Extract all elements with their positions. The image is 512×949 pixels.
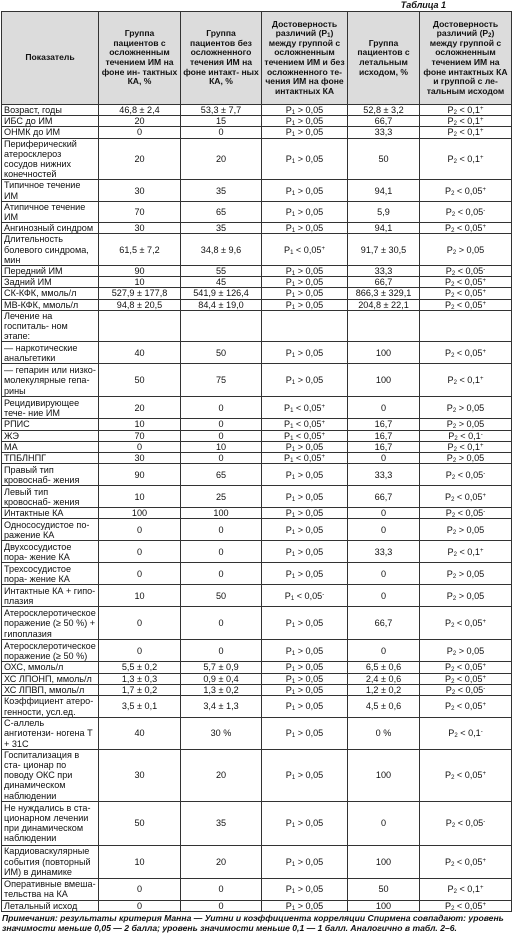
- cell-lethal: 0: [348, 453, 420, 464]
- row-label: ОНМК до ИМ: [2, 127, 99, 138]
- row-label: Ангинозный синдром: [2, 223, 99, 234]
- cell-p1: $P_1 < 0,05^+$: [262, 430, 348, 441]
- cell-p2: $P_2 < 0,05^-$: [420, 464, 512, 486]
- cell-lethal: 66,7: [348, 607, 420, 640]
- cell-complicated: 3,5 ± 0,1: [99, 696, 181, 718]
- table-row: [2, 299, 512, 310]
- cell-uncomplicated: 25: [181, 486, 262, 508]
- cell-lethal: 0: [348, 585, 420, 607]
- cell-lethal: 16,7: [348, 430, 420, 441]
- cell-uncomplicated: 20: [181, 138, 262, 180]
- cell-complicated: 10: [99, 277, 181, 288]
- cell-p1: $P_1 > 0,05$: [262, 718, 348, 750]
- cell-p1: $P_1 > 0,05$: [262, 116, 348, 127]
- cell-lethal: 50: [348, 138, 420, 180]
- cell-p1: $P_1 > 0,05$: [262, 105, 348, 116]
- cell-p2: $P_2 < 0,05^+$: [420, 607, 512, 640]
- row-label: Задний ИМ: [2, 277, 99, 288]
- row-label: ЖЭ: [2, 430, 99, 441]
- cell-p2: $P_2 < 0,1^+$: [420, 878, 512, 900]
- cell-p1: $P_1 > 0,05$: [262, 563, 348, 585]
- row-label: СК-КФК, ммоль/л: [2, 288, 99, 299]
- cell-lethal: 2,4 ± 0,6: [348, 673, 420, 684]
- cell-p2: $P_2 < 0,05^-$: [420, 201, 512, 222]
- cell-uncomplicated: 0: [181, 453, 262, 464]
- cell-p1: $P_1 < 0,05^+$: [262, 419, 348, 430]
- cell-p2: $P_2 < 0,05^+$: [420, 696, 512, 718]
- row-label: Периферический атеросклероз сосудов нижних конечностей: [2, 138, 99, 180]
- cell-lethal: [348, 310, 420, 342]
- table-row: [2, 138, 512, 180]
- cell-complicated: 30: [99, 223, 181, 234]
- cell-p1: $P_1 > 0,05$: [262, 180, 348, 201]
- cell-p2: $P_2 < 0,05^-$: [420, 508, 512, 519]
- cell-lethal: 100: [348, 845, 420, 878]
- cell-complicated: 0: [99, 441, 181, 452]
- cell-p1: $P_1 > 0,05$: [262, 662, 348, 673]
- table-row: [2, 486, 512, 508]
- cell-uncomplicated: 0: [181, 541, 262, 563]
- cell-p1: $P_1 > 0,05$: [262, 684, 348, 695]
- cell-uncomplicated: 0: [181, 430, 262, 441]
- cell-uncomplicated: 45: [181, 277, 262, 288]
- cell-uncomplicated: 65: [181, 201, 262, 222]
- row-label: Госпитализация в ста- ционар по поводу ОКС при динамическом наблюдении: [2, 749, 99, 801]
- cell-p2: $P_2 < 0,05^+$: [420, 342, 512, 364]
- cell-complicated: 70: [99, 430, 181, 441]
- cell-p2: $P_2 < 0,05^+$: [420, 288, 512, 299]
- cell-lethal: 100: [348, 342, 420, 364]
- table-footnote: Примечания: результаты критерия Манна — Уитни и коэффициента корреляции Спирмена совпадают: уровень значимости меньше 0,05 — 2 балла; уровень значимости меньше 0,1 — 1 балл. Аналогично в табл. 2–6.: [2, 913, 504, 934]
- row-label: Двухсосудистое пора- жение КА: [2, 541, 99, 563]
- table-row: [2, 585, 512, 607]
- row-label: РПИС: [2, 419, 99, 430]
- table-row: [2, 749, 512, 801]
- table-row: [2, 718, 512, 750]
- cell-p2: $P_2 < 0,05^+$: [420, 486, 512, 508]
- cell-p1: $P_1 > 0,05$: [262, 519, 348, 541]
- cell-complicated: 30: [99, 180, 181, 201]
- table-row: [2, 234, 512, 266]
- cell-lethal: 0: [348, 563, 420, 585]
- cell-lethal: 66,7: [348, 486, 420, 508]
- table-row: [2, 900, 512, 911]
- cell-p2: $P_2 < 0,1^+$: [420, 116, 512, 127]
- table-row: [2, 464, 512, 486]
- row-label: Типичное течение ИМ: [2, 180, 99, 201]
- cell-complicated: [99, 310, 181, 342]
- cell-lethal: 94,1: [348, 223, 420, 234]
- row-label: Оперативные вмеша- тельства на КА: [2, 878, 99, 900]
- row-label: ИБС до ИМ: [2, 116, 99, 127]
- cell-p2: $P_2 < 0,05^-$: [420, 684, 512, 695]
- row-label: Трехсосудистое пора- жение КА: [2, 563, 99, 585]
- row-label: Однососудистое по- ражение КА: [2, 519, 99, 541]
- cell-lethal: 0: [348, 801, 420, 845]
- cell-lethal: 100: [348, 749, 420, 801]
- cell-p2: $P_2 < 0,05^+$: [420, 662, 512, 673]
- cell-lethal: 0: [348, 640, 420, 662]
- column-header-lethal-group: Группа пациентов с летальным исходом, %: [348, 12, 420, 105]
- cell-p2: $P_2 > 0,05$: [420, 519, 512, 541]
- cell-p1: $P_1 > 0,05$: [262, 845, 348, 878]
- row-label: Правый тип кровоснаб- жения: [2, 464, 99, 486]
- cell-uncomplicated: 541,9 ± 126,4: [181, 288, 262, 299]
- table-row: [2, 127, 512, 138]
- cell-complicated: 90: [99, 266, 181, 277]
- table-row: [2, 878, 512, 900]
- cell-lethal: 100: [348, 900, 420, 911]
- cell-uncomplicated: 20: [181, 845, 262, 878]
- cell-p2: [420, 310, 512, 342]
- cell-p1: $P_1 > 0,05$: [262, 801, 348, 845]
- row-label: Атеросклеротическое поражение (≥ 50 %) + гипоплазия: [2, 607, 99, 640]
- table-row: [2, 277, 512, 288]
- cell-complicated: 10: [99, 845, 181, 878]
- cell-p2: $P_2 < 0,1^+$: [420, 105, 512, 116]
- table-row: [2, 105, 512, 116]
- cell-uncomplicated: 0: [181, 563, 262, 585]
- cell-complicated: 46,8 ± 2,4: [99, 105, 181, 116]
- cell-lethal: 0: [348, 397, 420, 419]
- cell-uncomplicated: 50: [181, 342, 262, 364]
- table-row: [2, 180, 512, 201]
- cell-lethal: 0 %: [348, 718, 420, 750]
- table-row: [2, 201, 512, 222]
- row-label: — наркотические анальгетики: [2, 342, 99, 364]
- cell-p2: $P_2 < 0,1^+$: [420, 364, 512, 397]
- cell-p1: $P_1 < 0,05^+$: [262, 397, 348, 419]
- cell-p2: $P_2 < 0,1^+$: [420, 441, 512, 452]
- cell-complicated: 527,9 ± 177,8: [99, 288, 181, 299]
- cell-complicated: 0: [99, 607, 181, 640]
- table-row: [2, 541, 512, 563]
- cell-uncomplicated: 65: [181, 464, 262, 486]
- cell-uncomplicated: 1,3 ± 0,2: [181, 684, 262, 695]
- row-label: МВ-КФК, ммоль/л: [2, 299, 99, 310]
- row-label: Летальный исход: [2, 900, 99, 911]
- row-label: Возраст, годы: [2, 105, 99, 116]
- cell-complicated: 50: [99, 801, 181, 845]
- cell-complicated: 1,3 ± 0,3: [99, 673, 181, 684]
- cell-lethal: 0: [348, 508, 420, 519]
- table-row: [2, 845, 512, 878]
- cell-complicated: 30: [99, 749, 181, 801]
- cell-uncomplicated: 35: [181, 801, 262, 845]
- table-row: [2, 266, 512, 277]
- cell-complicated: 0: [99, 640, 181, 662]
- column-header-p2: Достоверность различий $(P_2)$ между группой с осложненным течением ИМ на фоне интактных КА и группой с ле- тальным исходом: [420, 12, 512, 105]
- cell-complicated: 10: [99, 585, 181, 607]
- cell-lethal: 52,8 ± 3,2: [348, 105, 420, 116]
- row-label: ХС ЛПОНП, ммоль/л: [2, 673, 99, 684]
- cell-p1: $P_1 > 0,05$: [262, 364, 348, 397]
- cell-p1: $P_1 > 0,05$: [262, 288, 348, 299]
- cell-uncomplicated: 53,3 ± 7,7: [181, 105, 262, 116]
- cell-complicated: 0: [99, 563, 181, 585]
- row-label: Интактные КА: [2, 508, 99, 519]
- cell-complicated: 0: [99, 878, 181, 900]
- cell-complicated: 61,5 ± 7,2: [99, 234, 181, 266]
- cell-complicated: 30: [99, 453, 181, 464]
- cell-p2: $P_2 < 0,05^+$: [420, 749, 512, 801]
- cell-lethal: 94,1: [348, 180, 420, 201]
- cell-lethal: 66,7: [348, 116, 420, 127]
- table-row: [2, 640, 512, 662]
- cell-p2: $P_2 > 0,05$: [420, 563, 512, 585]
- cell-complicated: 1,7 ± 0,2: [99, 684, 181, 695]
- cell-complicated: 10: [99, 486, 181, 508]
- cell-p1: $P_1 > 0,05$: [262, 541, 348, 563]
- cell-complicated: 20: [99, 397, 181, 419]
- cell-complicated: 20: [99, 138, 181, 180]
- cell-uncomplicated: 0: [181, 878, 262, 900]
- cell-p1: $P_1 > 0,05$: [262, 486, 348, 508]
- cell-complicated: 100: [99, 508, 181, 519]
- cell-uncomplicated: 84,4 ± 19,0: [181, 299, 262, 310]
- column-header-p1: Достоверность различий $(P_1)$ между группой с осложненным течением ИМ и без осложненного те- чения ИМ на фоне интактных КА: [262, 12, 348, 105]
- cell-lethal: 16,7: [348, 441, 420, 452]
- cell-uncomplicated: 15: [181, 116, 262, 127]
- row-label: Коэффициент атеро- генности, усл.ед.: [2, 696, 99, 718]
- cell-lethal: 0: [348, 519, 420, 541]
- table-row: [2, 419, 512, 430]
- cell-p2: $P_2 < 0,1^+$: [420, 541, 512, 563]
- cell-uncomplicated: 34,8 ± 9,6: [181, 234, 262, 266]
- table-row: [2, 662, 512, 673]
- cell-complicated: 0: [99, 541, 181, 563]
- cell-lethal: 50: [348, 878, 420, 900]
- cell-p2: $P_2 > 0,05$: [420, 640, 512, 662]
- cell-uncomplicated: 0: [181, 607, 262, 640]
- cell-lethal: 33,3: [348, 464, 420, 486]
- cell-uncomplicated: 20: [181, 749, 262, 801]
- cell-lethal: 866,3 ± 329,1: [348, 288, 420, 299]
- cell-complicated: 0: [99, 519, 181, 541]
- cell-p2: $P_2 > 0,05$: [420, 397, 512, 419]
- cell-lethal: 33,3: [348, 127, 420, 138]
- cell-p1: $P_1 > 0,05$: [262, 223, 348, 234]
- row-label: Атипичное течение ИМ: [2, 201, 99, 222]
- cell-p1: $P_1 > 0,05$: [262, 464, 348, 486]
- cell-p2: $P_2 < 0,1^+$: [420, 138, 512, 180]
- cell-complicated: 94,8 ± 20,5: [99, 299, 181, 310]
- cell-p2: $P_2 < 0,05^+$: [420, 223, 512, 234]
- cell-p1: $P_1 > 0,05$: [262, 900, 348, 911]
- cell-p1: $P_1 > 0,05$: [262, 640, 348, 662]
- cell-lethal: 1,2 ± 0,2: [348, 684, 420, 695]
- cell-lethal: 66,7: [348, 277, 420, 288]
- table-body: [2, 105, 512, 912]
- cell-p1: $P_1 > 0,05$: [262, 607, 348, 640]
- row-label: Лечение на госпиталь- ном этапе:: [2, 310, 99, 342]
- cell-lethal: 6,5 ± 0,6: [348, 662, 420, 673]
- cell-uncomplicated: 0,9 ± 0,4: [181, 673, 262, 684]
- row-label: Рецидивирующее тече- ние ИМ: [2, 397, 99, 419]
- cell-p1: $P_1 > 0,05$: [262, 277, 348, 288]
- cell-p1: $P_1 > 0,05$: [262, 508, 348, 519]
- cell-uncomplicated: 10: [181, 441, 262, 452]
- cell-uncomplicated: 35: [181, 180, 262, 201]
- cell-complicated: 20: [99, 116, 181, 127]
- row-label: Левый тип кровоснаб- жения: [2, 486, 99, 508]
- row-label: ТПБЛНПГ: [2, 453, 99, 464]
- cell-p1: [262, 310, 348, 342]
- table-row: [2, 607, 512, 640]
- row-label: — гепарин или низко- молекулярные гепа- рины: [2, 364, 99, 397]
- cell-p2: $P_2 < 0,05^-$: [420, 801, 512, 845]
- table-row: [2, 288, 512, 299]
- row-label: С-аллель ангиотензи- ногена Т + 31С: [2, 718, 99, 750]
- table-row: [2, 508, 512, 519]
- cell-p1: $P_1 > 0,05$: [262, 299, 348, 310]
- row-label: Атеросклеротическое поражение (≥ 50 %): [2, 640, 99, 662]
- table-row: [2, 684, 512, 695]
- row-label: ОХС, ммоль/л: [2, 662, 99, 673]
- cell-uncomplicated: 0: [181, 419, 262, 430]
- table-row: [2, 453, 512, 464]
- cell-uncomplicated: 75: [181, 364, 262, 397]
- cell-uncomplicated: [181, 310, 262, 342]
- cell-complicated: 40: [99, 718, 181, 750]
- table-header-row: [2, 12, 512, 105]
- cell-p2: $P_2 > 0,05$: [420, 234, 512, 266]
- cell-uncomplicated: 0: [181, 397, 262, 419]
- table-row: [2, 673, 512, 684]
- cell-p1: $P_1 > 0,05$: [262, 342, 348, 364]
- cell-p2: $P_2 < 0,05^+$: [420, 180, 512, 201]
- cell-uncomplicated: 50: [181, 585, 262, 607]
- row-label: Передний ИМ: [2, 266, 99, 277]
- column-header-complicated-group: Группа пациентов с осложненным течением ИМ на фоне ин- тактных КА, %: [99, 12, 181, 105]
- cell-complicated: 50: [99, 364, 181, 397]
- cell-uncomplicated: 55: [181, 266, 262, 277]
- cell-complicated: 10: [99, 419, 181, 430]
- cell-lethal: 91,7 ± 30,5: [348, 234, 420, 266]
- table-caption: Таблица 1: [400, 0, 446, 10]
- table-row: [2, 116, 512, 127]
- table-row: [2, 364, 512, 397]
- cell-p1: $P_1 > 0,05$: [262, 138, 348, 180]
- cell-p1: $P_1 > 0,05$: [262, 201, 348, 222]
- cell-p1: $P_1 > 0,05$: [262, 696, 348, 718]
- row-label: Длительность болевого синдрома, мин: [2, 234, 99, 266]
- cell-complicated: 90: [99, 464, 181, 486]
- cell-p1: $P_1 < 0,05^+$: [262, 453, 348, 464]
- cell-uncomplicated: 0: [181, 519, 262, 541]
- cell-p2: $P_2 < 0,05^+$: [420, 673, 512, 684]
- cell-lethal: 5,9: [348, 201, 420, 222]
- table-row: [2, 310, 512, 342]
- row-label: Кардиоваскулярные события (повторный ИМ) в динамике: [2, 845, 99, 878]
- row-label: МА: [2, 441, 99, 452]
- cell-lethal: 16,7: [348, 419, 420, 430]
- cell-p2: $P_2 < 0,05^+$: [420, 900, 512, 911]
- cell-uncomplicated: 5,7 ± 0,9: [181, 662, 262, 673]
- cell-p2: $P_2 < 0,05^-$: [420, 266, 512, 277]
- cell-uncomplicated: 100: [181, 508, 262, 519]
- cell-p2: $P_2 > 0,05$: [420, 419, 512, 430]
- cell-p1: $P_1 > 0,05$: [262, 749, 348, 801]
- cell-p2: $P_2 < 0,05^+$: [420, 277, 512, 288]
- cell-p1: $P_1 < 0,05^-$: [262, 585, 348, 607]
- cell-lethal: 204,8 ± 22,1: [348, 299, 420, 310]
- cell-uncomplicated: 35: [181, 223, 262, 234]
- row-label: Интактные КА + гипо- плазия: [2, 585, 99, 607]
- cell-lethal: 33,3: [348, 266, 420, 277]
- cell-uncomplicated: 3,4 ± 1,3: [181, 696, 262, 718]
- results-table: [1, 11, 512, 912]
- cell-p1: $P_1 < 0,05^+$: [262, 234, 348, 266]
- column-header-uncomplicated-group: Группа пациентов без осложненного течения ИМ на фоне интакт- ных КА, %: [181, 12, 262, 105]
- table-row: [2, 342, 512, 364]
- cell-p1: $P_1 > 0,05$: [262, 127, 348, 138]
- cell-uncomplicated: 0: [181, 127, 262, 138]
- table-row: [2, 519, 512, 541]
- column-header-indicator: Показатель: [2, 12, 99, 105]
- cell-complicated: 0: [99, 900, 181, 911]
- cell-p2: $P_2 < 0,1^-$: [420, 430, 512, 441]
- cell-complicated: 5,5 ± 0,2: [99, 662, 181, 673]
- row-label: Не нуждались в ста- ционарном лечении при динамическом наблюдении: [2, 801, 99, 845]
- cell-p1: $P_1 > 0,05$: [262, 441, 348, 452]
- cell-p2: $P_2 < 0,1^-$: [420, 718, 512, 750]
- cell-p2: $P_2 > 0,05$: [420, 585, 512, 607]
- cell-lethal: 33,3: [348, 541, 420, 563]
- cell-p2: $P_2 < 0,05^+$: [420, 845, 512, 878]
- cell-uncomplicated: 0: [181, 640, 262, 662]
- cell-uncomplicated: 30 %: [181, 718, 262, 750]
- table-row: [2, 801, 512, 845]
- table-row: [2, 223, 512, 234]
- cell-p2: $P_2 < 0,1^+$: [420, 127, 512, 138]
- table-row: [2, 430, 512, 441]
- cell-complicated: 40: [99, 342, 181, 364]
- table-row: [2, 696, 512, 718]
- cell-p1: $P_1 > 0,05$: [262, 266, 348, 277]
- cell-lethal: 4,5 ± 0,6: [348, 696, 420, 718]
- cell-p1: $P_1 > 0,05$: [262, 878, 348, 900]
- cell-p1: $P_1 > 0,05$: [262, 673, 348, 684]
- table-row: [2, 397, 512, 419]
- cell-p2: $P_2 < 0,05^+$: [420, 299, 512, 310]
- cell-complicated: 70: [99, 201, 181, 222]
- row-label: ХС ЛПВП, ммоль/л: [2, 684, 99, 695]
- cell-p2: $P_2 > 0,05$: [420, 453, 512, 464]
- cell-complicated: 0: [99, 127, 181, 138]
- cell-uncomplicated: 0: [181, 900, 262, 911]
- table-row: [2, 441, 512, 452]
- cell-lethal: 100: [348, 364, 420, 397]
- table-row: [2, 563, 512, 585]
